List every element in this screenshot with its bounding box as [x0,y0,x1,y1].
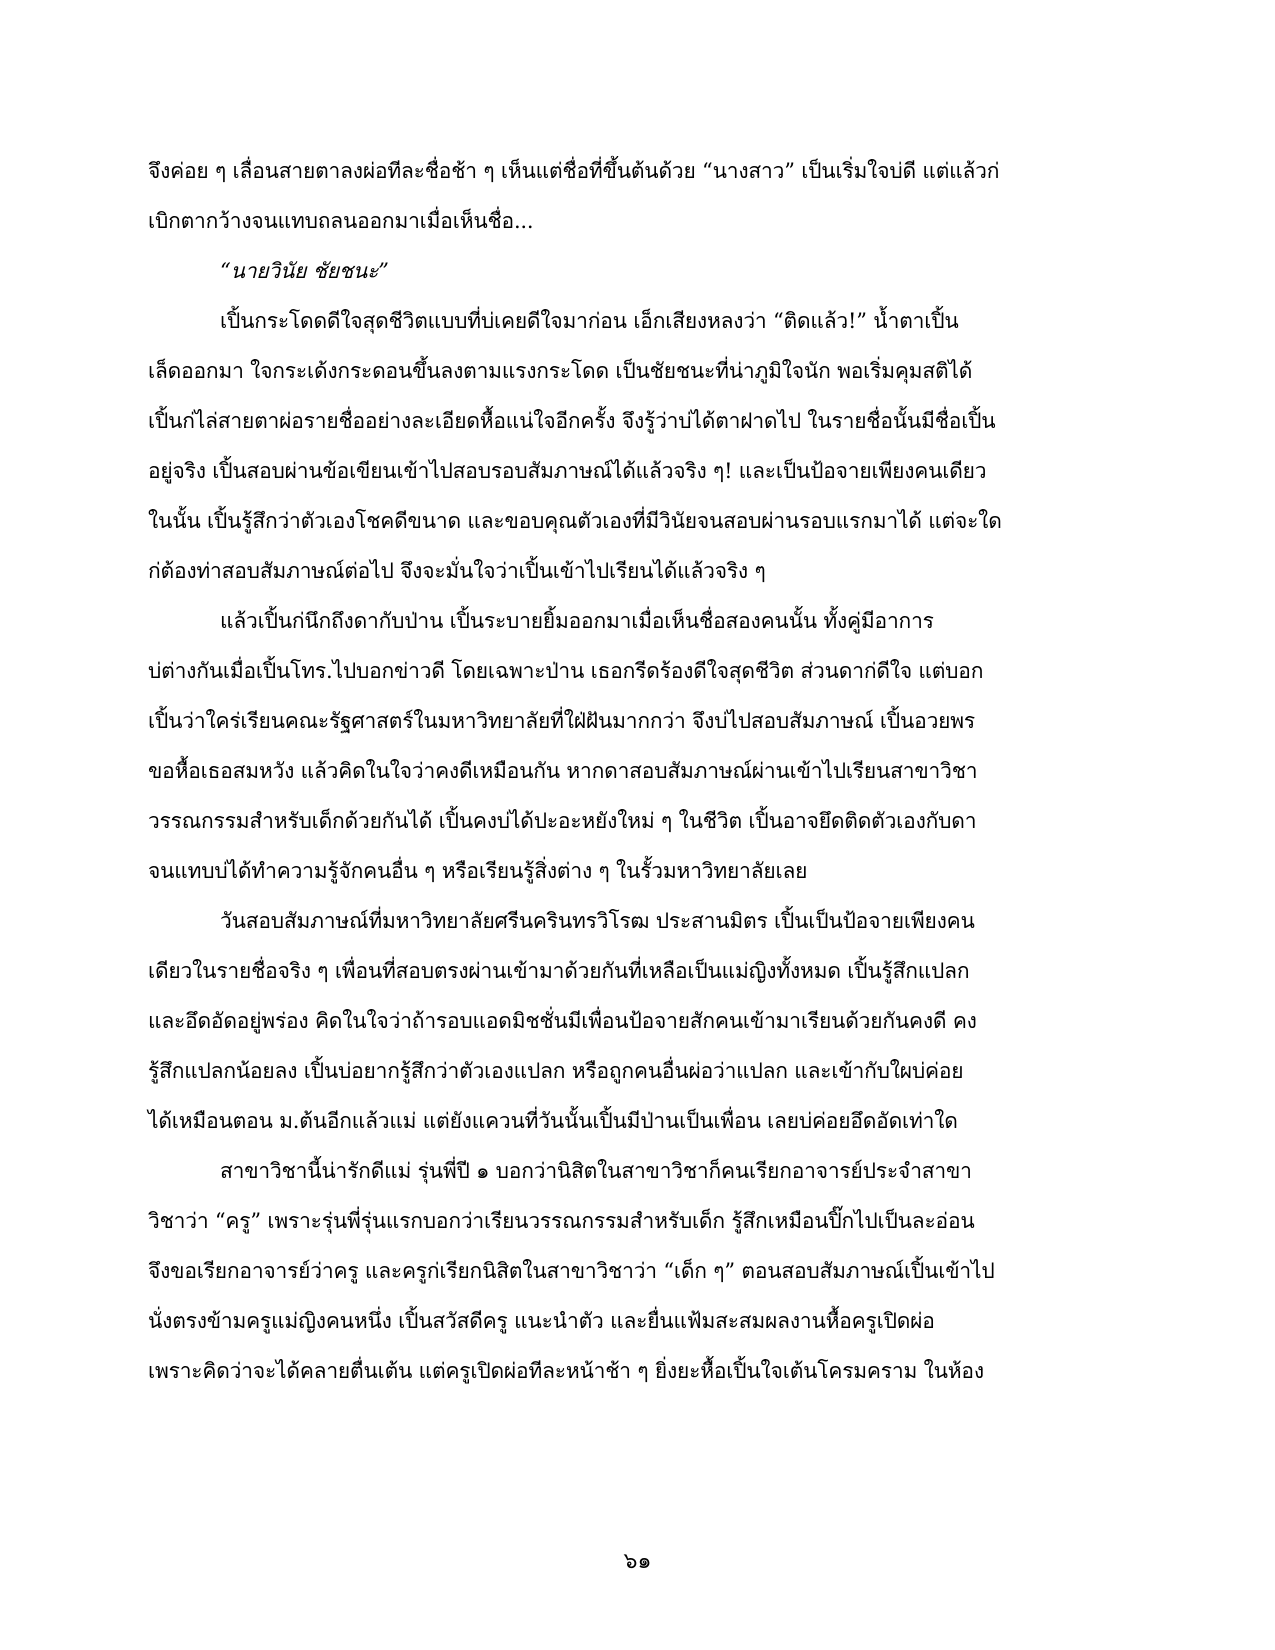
text-line: ได้เหมือนตอน ม.ต้นอีกแล้วแม่ แต่ยังแควนที่วันนั้นเปิ้นมีป่านเป็นเพื่อน เลยบ่ค่อยอึดอัดเท่าใด [148,1109,958,1133]
quoted-name: “นายวินัย ชัยชนะ” [220,259,389,283]
paragraph-first-line: สาขาวิชานี้น่ารักดีแม่ รุ่นพี่ปี ๑ บอกว่านิสิตในสาขาวิชาก็คนเรียกอาจารย์ประจำสาขา [220,1159,972,1183]
text-line: บ่ต่างกันเมื่อเปิ้นโทร.ไปบอกข่าวดี โดยเฉพาะป่าน เธอกรีดร้องดีใจสุดชีวิต ส่วนดาก่ดีใจ แต่บอก [148,659,984,683]
text-line: เล็ดออกมา ใจกระเด้งกระดอนขึ้นลงตามแรงกระโดด เป็นชัยชนะที่น่าภูมิใจนัก พอเริ่มคุมสติได้ [148,359,973,383]
text-line: วิชาว่า “ครู” เพราะรุ่นพี่รุ่นแรกบอกว่าเรียนวรรณกรรมสำหรับเด็ก รู้สึกเหมือนปิ๊กไปเป็นละอ่อน [148,1209,975,1233]
text-line: เดียวในรายชื่อจริง ๆ เพื่อนที่สอบตรงผ่านเข้ามาด้วยกันที่เหลือเป็นแม่ญิงทั้งหมด เปิ้นรู้สึกแปลก [148,959,970,983]
paragraph-first-line: วันสอบสัมภาษณ์ที่มหาวิทยาลัยศรีนครินทรวิโรฒ ประสานมิตร เปิ้นเป็นป้อจายเพียงคน [220,909,975,933]
text-line: รู้สึกแปลกน้อยลง เปิ้นบ่อยากรู้สึกว่าตัวเองแปลก หรือถูกคนอื่นผ่อว่าแปลก และเข้ากับใผบ่ค่อย [148,1059,964,1083]
text-line: จึงขอเรียกอาจารย์ว่าครู และครูก่เรียกนิสิตในสาขาวิชาว่า “เด็ก ๆ” ตอนสอบสัมภาษณ์เปิ้นเข้าไป [148,1259,995,1283]
paragraph-first-line: แล้วเปิ้นก่นึกถึงดากับป่าน เปิ้นระบายยิ้มออกมาเมื่อเห็นชื่อสองคนนั้น ทั้งคู่มีอาการ [220,609,934,633]
text-line: ขอหื้อเธอสมหวัง แล้วคิดในใจว่าคงดีเหมือนกัน หากดาสอบสัมภาษณ์ผ่านเข้าไปเรียนสาขาวิชา [148,759,978,783]
text-line: ก่ต้องท่าสอบสัมภาษณ์ต่อไป จึงจะมั่นใจว่าเปิ้นเข้าไปเรียนได้แล้วจริง ๆ [148,559,766,583]
text-line: เปิ้นก่ไล่สายตาผ่อรายชื่ออย่างละเอียดหื้อแน่ใจอีกครั้ง จึงรู้ว่าบ่ได้ตาฝาดไป ในรายชื่อนั้นมีชื่อเปิ้น [148,409,996,433]
text-line: และอึดอัดอยู่พร่อง คิดในใจว่าถ้ารอบแอดมิชชั่นมีเพื่อนป้อจายสักคนเข้ามาเรียนด้วยกันคงดี คง [148,1009,977,1033]
text-line: เพราะคิดว่าจะได้คลายตื่นเต้น แต่ครูเปิดผ่อทีละหน้าช้า ๆ ยิ่งยะหื้อเปิ้นใจเต้นโครมคราม ในห้อง [148,1359,984,1383]
text-line: ในนั้น เปิ้นรู้สึกว่าตัวเองโชคดีขนาด และขอบคุณตัวเองที่มีวินัยจนสอบผ่านรอบแรกมาได้ แต่จะใด [148,509,1002,533]
body-text [148,146,1133,1396]
text-line: เปิ้นว่าใคร่เรียนคณะรัฐศาสตร์ในมหาวิทยาลัยที่ใฝ่ฝันมากกว่า จึงบ่ไปสอบสัมภาษณ์ เปิ้นอวยพร [148,709,975,733]
paragraph-first-line: เปิ้นกระโดดดีใจสุดชีวิตแบบที่บ่เคยดีใจมาก่อน เอ็กเสียงหลงว่า “ติดแล้ว!” น้ำตาเปิ้น [220,309,959,333]
text-line: จึงค่อย ๆ เลื่อนสายตาลงผ่อทีละชื่อช้า ๆ เห็นแต่ชื่อที่ขึ้นต้นด้วย “นางสาว” เป็นเริ่มใจบ่ดี แต่แล้วก่ [148,159,1000,183]
text-line: วรรณกรรมสำหรับเด็กด้วยกันได้ เปิ้นคงบ่ได้ปะอะหยังใหม่ ๆ ในชีวิต เปิ้นอาจยึดติดตัวเองกับดา [148,809,977,833]
page-number: ๖๑ [623,1549,652,1574]
text-line: นั่งตรงข้ามครูแม่ญิงคนหนึ่ง เปิ้นสวัสดีครู แนะนำตัว และยื่นแฟ้มสะสมผลงานหื้อครูเปิดผ่อ [148,1309,935,1333]
text-line: จนแทบบ่ได้ทำความรู้จักคนอื่น ๆ หรือเรียนรู้สิ่งต่าง ๆ ในรั้วมหาวิทยาลัยเลย [148,859,808,883]
text-line: เบิกตากว้างจนแทบถลนออกมาเมื่อเห็นชื่อ... [148,209,534,233]
text-line: อยู่จริง เปิ้นสอบผ่านข้อเขียนเข้าไปสอบรอบสัมภาษณ์ได้แล้วจริง ๆ! และเป็นป้อจายเพียงคนเดียว [148,459,987,483]
